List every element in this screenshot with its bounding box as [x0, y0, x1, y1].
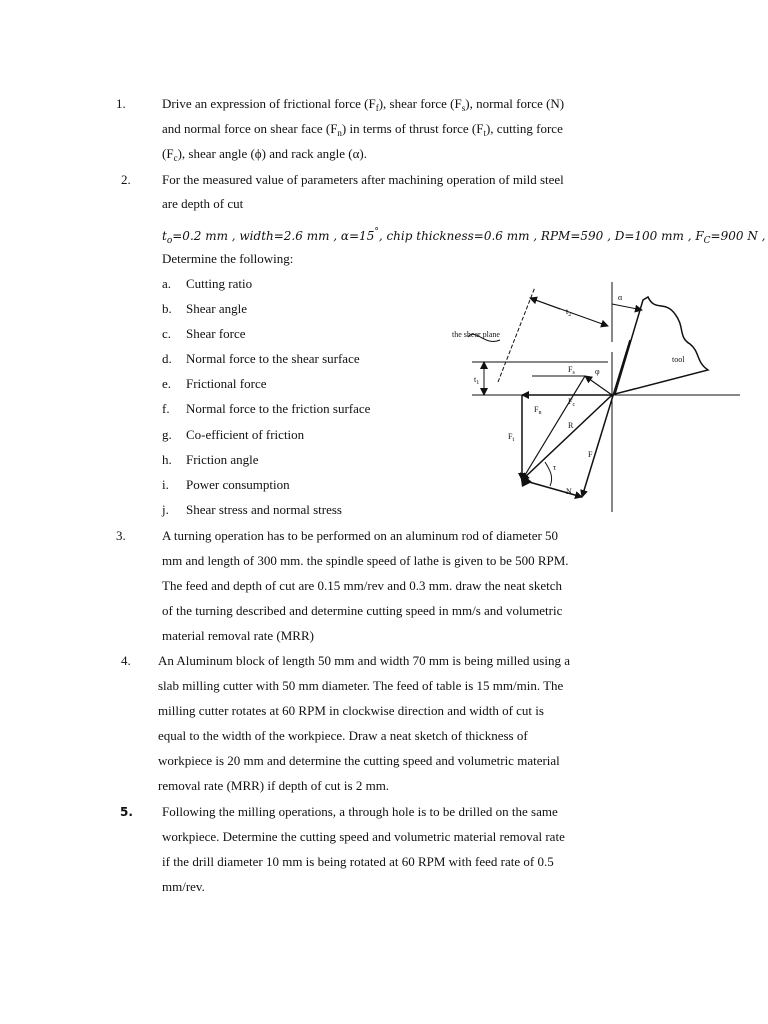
q4-line-5: workpiece is 20 mm and determine the cutting speed and volumetric material [158, 753, 560, 768]
q1-number: 1. [116, 96, 126, 111]
q1-line-3: $(F_c)$, shear angle (ϕ) and rack angle (α). [162, 146, 367, 163]
t2-label: $t_2$ [566, 307, 572, 318]
phi-label: φ [595, 367, 600, 376]
list-item-text: Cutting ratio [186, 276, 253, 291]
list-item-text: Frictional force [186, 376, 267, 391]
list-item: e. [162, 376, 172, 391]
list-item: j. [162, 502, 169, 517]
N-vector [522, 480, 582, 497]
q4-line-1: An Aluminum block of length 50 mm and width 70 mm is being milled using a [158, 653, 571, 668]
Ft-label: $F_t$ [508, 432, 515, 443]
beta-arc [545, 462, 552, 486]
q2-line-1: For the measured value of parameters after machining operation of mild steel [162, 172, 564, 187]
list-item-text: Shear angle [186, 301, 248, 316]
N-label: N [566, 487, 572, 496]
list-item: f. [162, 401, 170, 416]
Fs-label: $F_s$ [568, 365, 575, 376]
shear-plane-line [498, 287, 535, 382]
list-item: h. [162, 452, 172, 467]
Fs-vector [585, 376, 612, 395]
q4-number: 4. [121, 653, 131, 668]
list-item-text: Co-efficient of friction [186, 427, 305, 442]
t1-label: $t_1$ [474, 375, 480, 386]
q2-parameters: $t_o=0.2$ mm , width=2.6 mm , α=15°, chip thickness=0.6 mm , RPM=590 , D=100 mm , $F_C=900$ N , [162, 227, 766, 246]
list-item-text: Shear force [186, 326, 246, 341]
list-item: g. [162, 427, 172, 442]
q2-determine: Determine the following: [162, 251, 294, 266]
shear-plane-label: the shear plane [452, 330, 500, 339]
q5-line-3: if the drill diameter 10 mm is being rotated at 60 RPM with feed rate of 0.5 [162, 854, 554, 869]
q5-number: 5. [120, 805, 133, 819]
tool-label: tool [672, 355, 685, 364]
list-item: b. [162, 301, 172, 316]
q3-line-1: A turning operation has to be performed on an aluminum rod of diameter 50 [162, 528, 559, 543]
Fc-label: $F_c$ [568, 397, 576, 408]
q2-line-2: are depth of cut [162, 196, 244, 211]
q5-line-2: workpiece. Determine the cutting speed and volumetric material removal rate [162, 829, 565, 844]
beta-label: τ [553, 463, 557, 472]
F-label: F [588, 450, 593, 459]
R-label: R [568, 421, 574, 430]
q4-line-4: equal to the width of the workpiece. Draw a neat sketch of thickness of [158, 728, 528, 743]
list-item: c. [162, 326, 172, 341]
list-item-text: Friction angle [186, 452, 259, 467]
q3-line-5: material removal rate (MRR) [162, 628, 314, 643]
merchant-force-diagram [450, 282, 750, 512]
q3-line-2: mm and length of 300 mm. the spindle speed of lathe is given to be 500 RPM. [162, 553, 569, 568]
q2-number: 2. [121, 172, 131, 187]
q4-line-6: removal rate (MRR) if depth of cut is 2 mm. [158, 778, 390, 793]
q1-line-2: and normal force on shear face $(F_n)$ in terms of thrust force $(F_t)$, cutting force [162, 121, 563, 138]
list-item: d. [162, 351, 172, 366]
list-item: i. [162, 477, 169, 492]
F-vector [582, 340, 630, 497]
alpha-label: α [618, 293, 623, 302]
list-item: a. [162, 276, 172, 291]
list-item-text: Shear stress and normal stress [186, 502, 342, 517]
q4-line-2: slab milling cutter with 50 mm diameter. The feed of table is 15 mm/min. The [158, 678, 564, 693]
q3-number: 3. [116, 528, 126, 543]
list-item-text: Normal force to the shear surface [186, 351, 360, 366]
Fn-label: $F_n$ [534, 405, 542, 416]
q5-line-1: Following the milling operations, a through hole is to be drilled on the same [162, 804, 558, 819]
q3-line-4: of the turning described and determine cutting speed in mm/s and volumetric [162, 603, 563, 618]
list-item-text: Power consumption [186, 477, 290, 492]
q5-line-4: mm/rev. [162, 879, 205, 894]
list-item-text: Normal force to the friction surface [186, 401, 371, 416]
q3-line-3: The feed and depth of cut are 0.15 mm/rev and 0.3 mm. draw the neat sketch [162, 578, 562, 593]
q4-line-3: milling cutter rotates at 60 RPM in clockwise direction and width of cut is [158, 703, 544, 718]
q1-line-1: Drive an expression of frictional force $(F_f)$, shear force $(F_s)$, normal force (N) [162, 96, 565, 113]
